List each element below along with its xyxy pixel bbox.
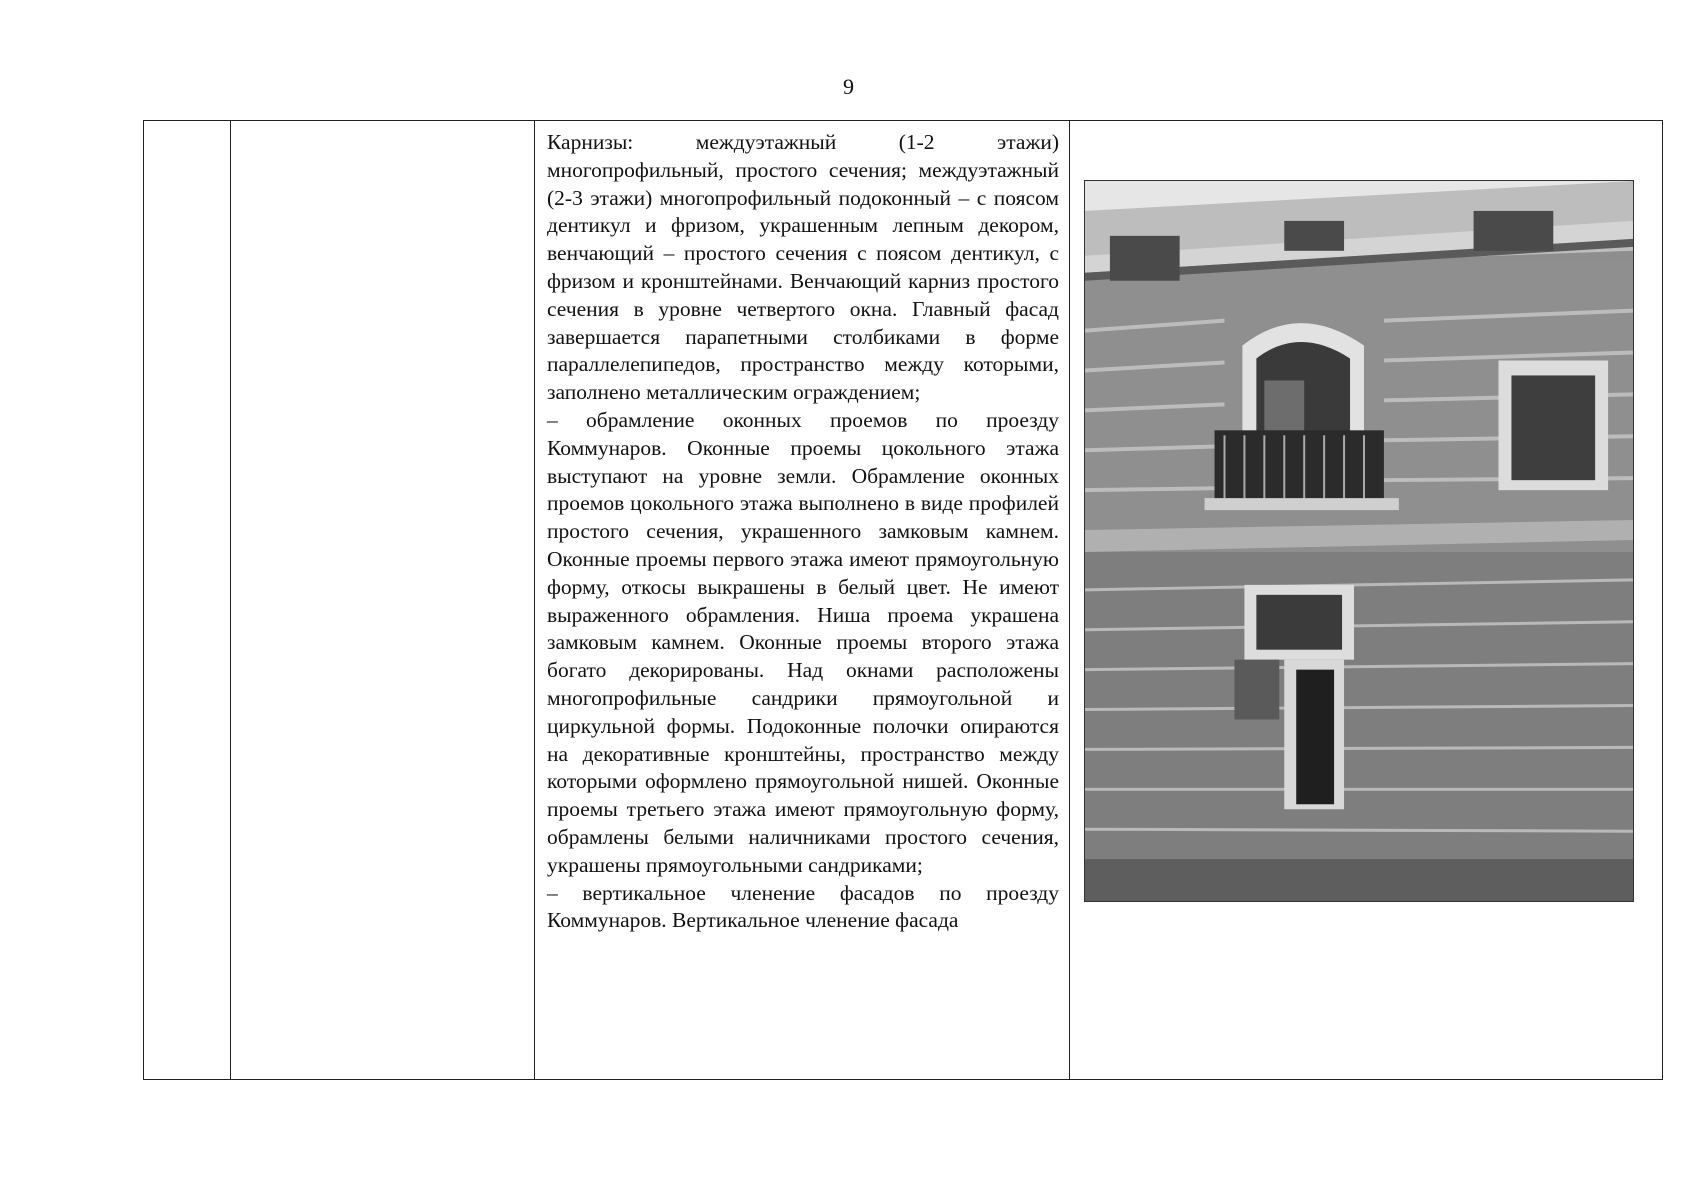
page-number: 9 — [843, 74, 854, 99]
table-cell-photo — [1070, 121, 1662, 1079]
document-table — [143, 120, 1663, 1080]
table-cell-description — [535, 121, 1070, 1079]
table-cell-number — [144, 121, 231, 1079]
description-paragraph: – обрамление оконных проемов по проезду Коммунаров. Оконные проемы цокольного этажа выступают на уровне земли. Обрамление оконных проемов цокольного этажа выполнено в виде профилей простого сечения, украшенного замковым камнем. Оконные проемы первого этажа имеют прямоугольную форму, откосы выкрашены в белый цвет. Не имеют выраженного обрамления. Ниша проема украшена замковым камнем. Оконные проемы второго этажа богато декорированы. Над окнами расположены многопрофильные сандрики прямоугольной и циркульной формы. Подоконные полочки опираются на декоративные кронштейны, пространство между которыми оформлено прямоугольной нишей. Оконные проемы третьего этажа имеют прямоугольную форму, обрамлены белыми наличниками простого сечения, украшены прямоугольными сандриками; — [547, 407, 1059, 877]
description-paragraph: Карнизы: междуэтажный (1-2 этажи) многопрофильный, простого сечения; междуэтажный (2-3 этажи) многопрофильный подоконный – с поясом дентикул и фризом, украшенным лепным декором, венчающий – простого сечения с поясом дентикул, с фризом и кронштейнами. Венчающий карниз простого сечения в уровне четвертого окна. Главный фасад завершается парапетными столбиками в форме параллелепипедов, пространство между которыми, заполнено металлическим ограждением; — [547, 130, 1059, 405]
facade-photo — [1084, 180, 1634, 902]
description-paragraph: – вертикальное членение фасадов по проезду Коммунаров. Вертикальное членение фасада — [547, 880, 1059, 933]
table-cell-element-name — [231, 121, 535, 1079]
